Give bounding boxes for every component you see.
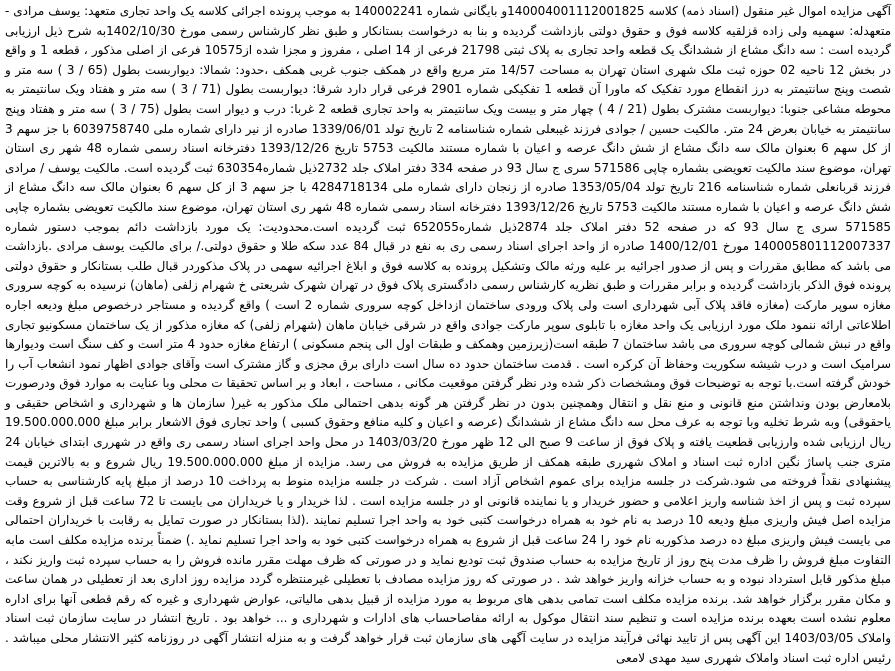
notice-body: آگهی مزایده اموال غیر منقول (اسناد ذمه) کلاسه 140004001112001825و بایگانی شماره 140002241 به موجب پرونده اجرائی کلاسه یک واحد تجاری متعهد: یوسف مرادی - متعهدله: سهمیه ولی زاده قزلقیه کلاسه فوق و حقوق دولتی بازداشت گردیده و بنا به درخواست بستانکار و طبق نظر کارشناس رسمی مورخ 1402/10/30به شرح ذیل ارزیابی گردیده است : سه دانگ مشاع از ششدانگ یک قطعه واحد تجاری به پلاک ثبتی 21798 فرعی از 14 اصلی ، مفروز و مجزا شده از10575 فرعی از اصلی مذکور ، قطعه 1 و واقع در بخش 12 ناحیه 02 حوزه ثبت ملک شهری استان تهران به مساحت 14/57 متر مربع واقع در همکف جنوب غربی همکف ،حدود: شمالا: دیواربست بطول (65 / 3 ) سه متر و شصت وپنج سانتیمتر به درز انقطاع مورد تفکیک که ماورا آن قطعه 1 تفکیکی شماره 2901 فرعی قرار دارد شرقا: دیواربست بطول (71 / 3 ) سه متر و هفتاد ویک سانتیمتر به محوطه مشاعی جنوبا: دیواربست مشترک بطول (21 / 4 ) چهار متر و بیست ویک سانتیمتر به واحد تجاری قطعه 2 غربا: درب و دیوار است بطول (75 / 3 ) سه متر و هفتاد وپنج سانتیمتر به خیابان بعرض 24 متر. مالکیت حسین / جوادی فرزند غیبعلی شماره شناسنامه 2 تاریخ تولد 1339/06/01 صادره از نیر دارای شماره ملی 6039758740 با جز سهم 3 از کل سهم 6 بعنوان مالک سه دانگ مشاع از شش دانگ عرصه و اعیان با شماره مستند مالکیت 5753 تاریخ 1393/12/26 دفترخانه اسناد رسمی شماره 48 شهر ری استان تهران، موضوع سند مالکیت تعویضی بشماره چاپی 571586 سری ج سال 93 در صفحه 334 دفتر املاک جلد 2732ذیل شماره630354 ثبت گردیده است. مالکیت یوسف / مرادی فرزند قربانعلی شماره شناسنامه 216 تاریخ تولد 1353/05/04 صادره از زنجان دارای شماره ملی 4284718134 با جز سهم 3 از کل سهم 6 بعنوان مالک سه دانگ مشاع از شش دانگ عرصه و اعیان با شماره مستند مالکیت 5753 تاریخ 1393/12/26 دفترخانه اسناد رسمی شماره 48 شهر ری استان تهران، موضوع سند مالکیت تعویضی بشماره چاپی 571585 سری ج سال 93 که در صفحه 52 دفتر املاک جلد 2874ذیل شماره652055 ثبت گردیده است.محدودیت: یک مورد بازداشت دائم بموجب دستور شماره 140005801112007337 مورخ 1400/12/01 صادره از واحد اجرای اسناد رسمی ری به نفع در قبال 84 عدد سکه طلا و حقوق دولتی./ برای مالکیت یوسف مرادی .بازداشت می باشد که مطابق مقررات و پس از صدور اجرائیه بر علیه ورثه مالک وتشکیل پرونده به کلاسه فوق و ابلاغ اجرائیه سهمی در پلاک مذکوردر قبال طلب بستانکار و حقوق دولتی پرونده فوق الذکر بازداشت گردیده و برابر مقررات و طبق نظریه کارشناس رسمی دادگستری پلاک فوق در تهران شهرک شریعتی خ شهرام زلفی (ماهان) نرسیده به کوچه سروری مغازه سوپر مارکت (مغازه فاقد پلاک آبی شهرداری است ولی پلاک ورودی ساختمان ازداخل کوچه سروری شماره 2 است ) واقع گردیده و مستاجر درخصوص مبلغ ودیعه اجاره اطلاعاتی ارائه ننمود ملک مورد ارزیابی یک واحد مغازه با تابلوی سوپر مارکت جوادی واقع در شرقی خیابان ماهان (شهرام زلفی) که مغازه مذکور از یک ساختمان مسکونیو تجاری واقع در نبش شمالی کوچه سروری می باشد ساختمان 7 طبقه است(زیرزمین وهمکف و طبقات اول الی پنجم مسکونی ) ارتفاع مغازه حدود 4 متر است و کف سنگ است ودیوارها سرامیک است و درب شیشه سکوریت وحفاظ آن کرکره است . قدمت ساختمان حدود ده سال است دارای برق مجزی و گاز مشترک است وآقای جوادی اظهار نمود انشعاب آب را خودش گرفته است.با توجه به توضیحات فوق ومشخصات ذکر شده ودر نظر گرفتن موقعیت مکانی ، مساحت ، ابعاد و بر اساس تحقیقا ت محلی وبا عنایت به موارد فوق ودرصورت بلامعارض بودن ونداشتن منع قانونی و منع نقل و انتقال وهمچنین بدون در نظر گرفتن هر گونه بدهی احتمالی ملک مذکور به غیر( سازمان ها و شهرداری و اشخاص حقیقی و یاحقوقی) وبه شرط تخلیه وبا توجه به عرف محل سه دانگ مشاع از ششدانگ (عرصه و اعیان و کلیه منافع وحقوق کسبی ) واحد تجاری فوق الاشعار برابر مبلغ 19.500.000.000 ریال ارزیابی شده وارزیابی قطعیت یافته و پلاک فوق از ساعت 9 صبح الی 12 ظهر مورخ 1403/03/20 در محل واحد اجرای اسناد رسمی ری واقع در شهرری ابتدای خیابان 24 متری جنب پاساژ نگین اداره ثبت اسناد و املاک شهرری طبقه همکف از طریق مزایده به فروش می رسد. مزایده از مبلغ 19.500.000.000 ریال شروع و به بالاترین قیمت پیشنهادی نقداً فروخته می شود.شرکت در جلسه مزایده برای عموم اشخاص آزاد است . شرکت در جلسه مزایده منوط به پرداخت 10 درصد از مبلغ پایه کارشناسی به حساب سپرده ثبت و پس از اخذ شناسه واریز اعلامی و حضور خریدار و یا نماینده قانونی او در جلسه مزایده است . لذا خریدار و یا خریداران می بایست تا 72 ساعت قبل از شروع وقت مزایده اصل فیش واریزی مبلغ ودیعه 10 درصد به نام خود به همراه درخواست کتبی خود به واحد اجرا تسلیم نمایند .(لذا بستانکار در صورت تمایل به رقابت با خریداران احتمالی می بایست فیش واریزی مبلغ ده درصد مذکوربه نام خود را 24 ساعت قبل از شروع به همراه درخواست کتبی خود به واحد اجرا تسلیم نماید .) ضمناً برنده مزایده مکلف است مابه التفاوت مبلغ فروش را ظرف مدت پنج روز از تاریخ مزایده به حساب صندوق ثبت تودیع نماید و در صورتی که ظرف مهلت مقرر مانده فروش را به حساب سپرده ثبت واریز نکند ، مبلغ مذکور قابل استرداد نبوده و به حساب خزانه واریز خواهد شد . در صورتی که روز مزایده مصادف با تعطیلی غیرمنتظره گردد مزایده روز اداری بعد از تعطیلی در همان ساعت و مکان مقرر برگزار خواهد شد. برنده مزایده مکلف است تمامی بدهی های مربوط به مورد مزایده از قبیل بدهی مالیاتی، عوارض شهرداری و غیره که رقم قطعی آنها برای اداره معلوم نشده است بعهده برنده مزایده است و تنظیم سند انتقال موکول به ارائه مفاصاحساب های ادارات و شهرداری و ... خواهد بود . تاریخ انتشار در سایت سازمان ثبت اسناد واملاک 1403/03/05 این آگهی پس از تایید نهائی فرآیند مزایده در سایت آگهی های سازمان ثبت قرار خواهد گرفت و به منزله انتشار آگهی در روزنامه کثیر الانتشار محلی میباشد . رئیس اداره ثبت اسناد واملاک شهرری سید مهدی لامعی: [5, 4, 892, 665]
